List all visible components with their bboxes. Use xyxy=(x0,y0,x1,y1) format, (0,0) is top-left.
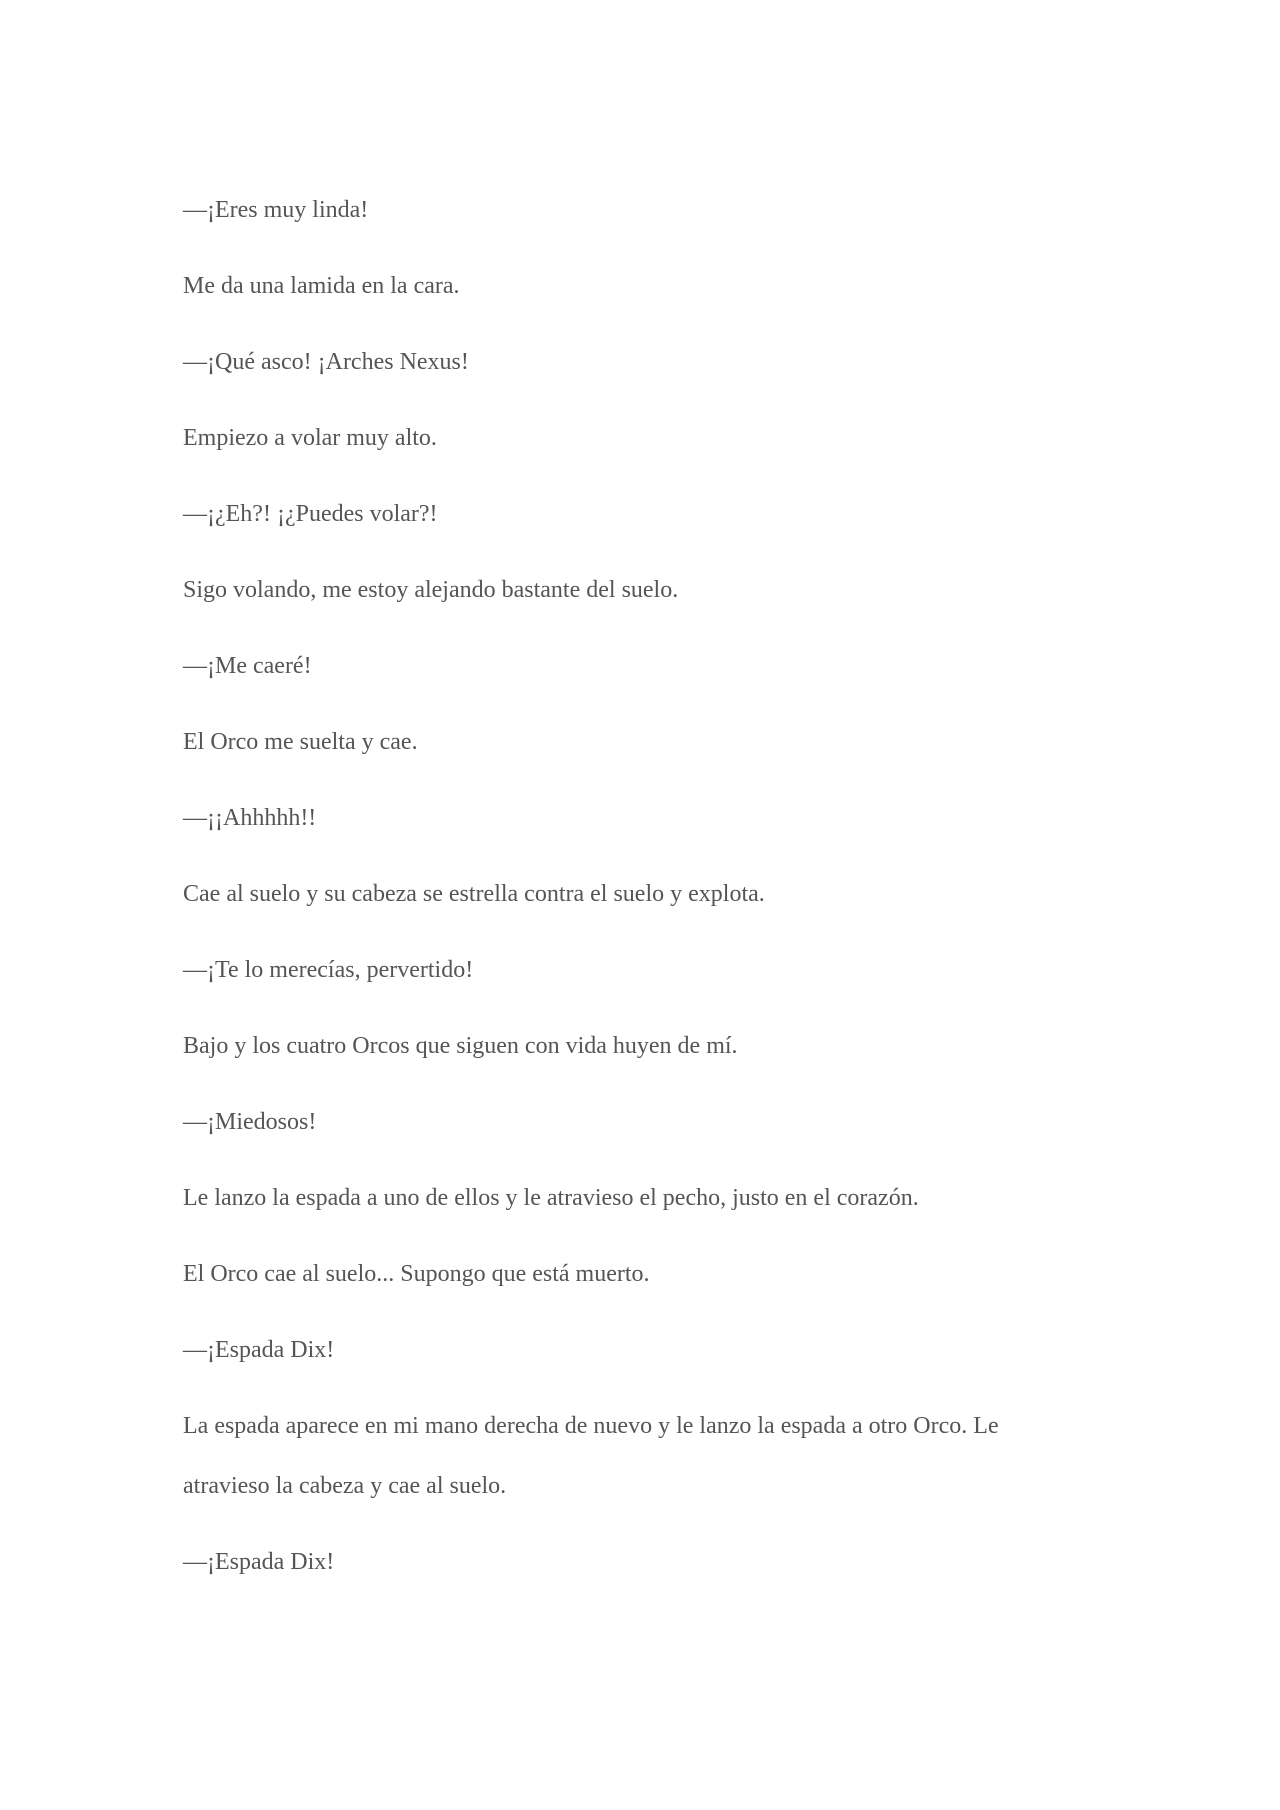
paragraph: Sigo volando, me estoy alejando bastante del suelo. xyxy=(183,577,679,603)
paragraph: Empiezo a volar muy alto. xyxy=(183,425,437,451)
paragraph: Cae al suelo y su cabeza se estrella contra el suelo y explota. xyxy=(183,881,765,907)
paragraph: —¡¿Eh?! ¡¿Puedes volar?! xyxy=(183,501,438,527)
paragraph: —¡Me caeré! xyxy=(183,653,312,679)
paragraph: El Orco cae al suelo... Supongo que está muerto. xyxy=(183,1261,650,1287)
paragraph: Bajo y los cuatro Orcos que siguen con vida huyen de mí. xyxy=(183,1033,738,1059)
paragraph: Me da una lamida en la cara. xyxy=(183,273,460,299)
paragraph: —¡Qué asco! ¡Arches Nexus! xyxy=(183,349,469,375)
paragraph: —¡Eres muy linda! xyxy=(183,197,369,223)
paragraph: —¡Espada Dix! xyxy=(183,1549,335,1575)
paragraph: —¡Espada Dix! xyxy=(183,1337,335,1363)
paragraph: —¡¡Ahhhhh!! xyxy=(183,805,317,831)
paragraph: El Orco me suelta y cae. xyxy=(183,729,418,755)
paragraph: —¡Miedosos! xyxy=(183,1109,317,1135)
paragraph: —¡Te lo merecías, pervertido! xyxy=(183,957,474,983)
document-body xyxy=(183,180,1083,1608)
paragraph: La espada aparece en mi mano derecha de nuevo y le lanzo la espada a otro Orco. Le atravieso la cabeza y cae al suelo. xyxy=(183,1413,999,1499)
paragraph: Le lanzo la espada a uno de ellos y le atravieso el pecho, justo en el corazón. xyxy=(183,1185,919,1211)
